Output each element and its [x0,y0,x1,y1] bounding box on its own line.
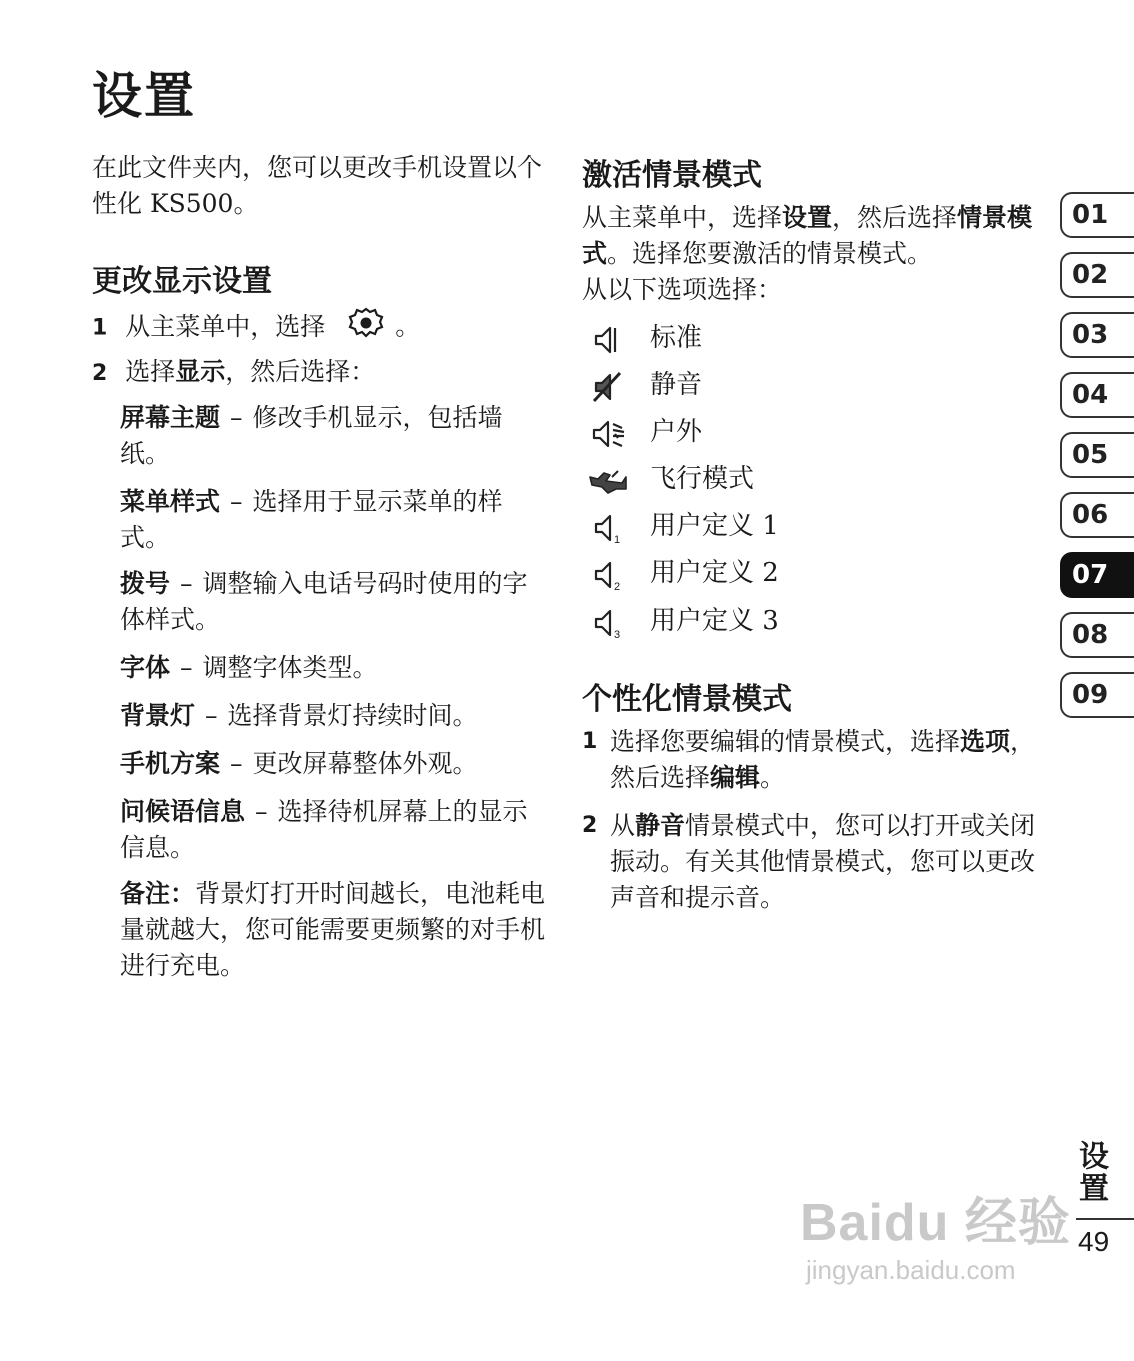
profile-custom-2 [588,555,888,595]
option-menu-style [120,484,550,556]
step-number: 2 [92,361,108,386]
text-run: 。 [760,763,786,792]
option-dash: – [230,403,243,432]
option-dash: – [180,569,193,598]
icon-subscript: 1 [614,534,621,546]
note-label: 备注： [120,879,196,908]
chapter-tab-02[interactable]: 02 [1060,252,1134,298]
edit-menu-name: 编辑 [710,763,761,792]
watermark-main: Baidu 经验 [800,1194,1071,1252]
step-text: 选择 [125,357,176,386]
chapter-tab-03[interactable]: 03 [1060,312,1134,358]
profile-label: 用户定义 3 [650,606,779,636]
text-run: 从主菜单中，选择 [582,203,783,232]
side-chapter-title: 设置 [1073,1140,1108,1204]
icon-subscript: 3 [614,629,621,641]
step-number: 2 [582,813,598,838]
chapter-tab-09[interactable]: 09 [1060,672,1134,718]
watermark-url: jingyan.baidu.com [806,1255,1016,1285]
profile-silent [588,367,888,407]
chapter-tab-07[interactable]: 07 [1060,552,1134,598]
step-text: 从主菜单中，选择 [125,311,326,341]
option-desc: 调整输入电话号码时使用的字体样式。 [120,569,528,634]
option-desc: 选择用于显示菜单的样式。 [120,487,503,552]
option-name: 屏幕主题 [120,403,221,432]
option-screen-theme [120,400,550,472]
profile-flight [588,461,888,501]
text-run: 。选择您要激活的情景模式。 [607,239,933,268]
option-name: 手机方案 [120,749,221,778]
settings-gear-icon [347,306,385,350]
personalize-step-1 [582,724,1042,796]
text-run: ，然后选择 [610,727,1036,792]
personalize-profile-heading: 个性化情景模式 [582,682,792,717]
silent-profile-name: 静音 [635,811,686,840]
icon-subscript: 2 [614,581,621,593]
step-number: 1 [582,729,598,754]
text-run: 情景模式中，您可以打开或关闭振动。有关其他情景模式，您可以更改声音和提示音。 [610,811,1036,912]
profile-label: 飞行模式 [650,464,755,494]
profile-custom-1 [588,508,888,548]
option-dash: – [255,797,268,826]
text-run: ，然后选择 [832,203,958,232]
profiles-menu-name: 情景模式 [582,203,1033,268]
step-number: 1 [92,315,108,341]
option-desc: 选择背景灯持续时间。 [227,701,478,730]
activate-profile-heading: 激活情景模式 [582,158,762,193]
option-name: 菜单样式 [120,487,221,516]
profile-outdoor [588,414,888,454]
option-desc: 选择待机屏幕上的显示信息。 [120,797,528,862]
option-font [120,650,550,686]
page-number: 49 [1078,1226,1110,1257]
text-run: 选择您要编辑的情景模式，选择 [610,727,961,756]
side-divider [1076,1218,1134,1220]
display-step-1 [92,306,552,350]
baidu-watermark [800,1180,1071,1286]
note-text: 背景灯打开时间越长，电池耗电量就越大，您可能需要更频繁的对手机进行充电。 [120,879,546,980]
personalize-step-2 [582,808,1042,916]
settings-menu-name: 设置 [782,203,833,232]
options-menu-name: 选项 [960,727,1011,756]
option-dash: – [205,701,218,730]
option-dash: – [230,487,243,516]
profile-normal [588,320,888,360]
chapter-tab-01[interactable]: 01 [1060,192,1134,238]
chapter-tab-04[interactable]: 04 [1060,372,1134,418]
option-dialing [120,566,550,638]
speaker-icon [588,322,628,358]
note [120,876,550,984]
page-title: 设置 [92,67,196,125]
option-desc: 调整字体类型。 [202,653,378,682]
speaker-custom-3-icon [588,605,628,641]
speaker-muted-icon [588,369,628,405]
option-greeting-message [120,794,550,866]
display-step-2 [92,354,552,392]
option-backlight [120,698,550,734]
speaker-custom-1-icon [588,510,628,546]
profile-label: 用户定义 1 [650,511,779,541]
text-run: 从 [610,811,636,840]
activate-instructions [582,200,1042,272]
option-name: 字体 [120,653,171,682]
option-name: 问候语信息 [120,797,246,826]
option-desc: 修改手机显示，包括墙纸。 [120,403,503,468]
profile-label: 静音 [650,370,703,400]
intro-paragraph: 在此文件夹内，您可以更改手机设置以个性化 KS500。 [92,153,543,218]
speaker-custom-2-icon [588,557,628,593]
choose-from-text: 从以下选项选择： [582,275,783,304]
display-settings-heading: 更改显示设置 [92,264,272,299]
chapter-tab-05[interactable]: 05 [1060,432,1134,478]
step-text-tail: ，然后选择： [225,357,376,386]
profile-custom-3 [588,603,888,643]
option-name: 拨号 [120,569,171,598]
profile-label: 户外 [650,417,703,447]
speaker-loud-icon [588,416,628,452]
airplane-icon [588,463,628,499]
option-dash: – [180,653,193,682]
display-menu-name: 显示 [175,357,226,386]
chapter-tab-06[interactable]: 06 [1060,492,1134,538]
chapter-tab-08[interactable]: 08 [1060,612,1134,658]
option-handset-theme [120,746,550,782]
option-name: 背景灯 [120,701,196,730]
option-desc: 更改屏幕整体外观。 [252,749,478,778]
option-dash: – [230,749,243,778]
profile-label: 用户定义 2 [650,558,779,588]
step-end: 。 [395,311,421,341]
profile-label: 标准 [650,323,703,353]
